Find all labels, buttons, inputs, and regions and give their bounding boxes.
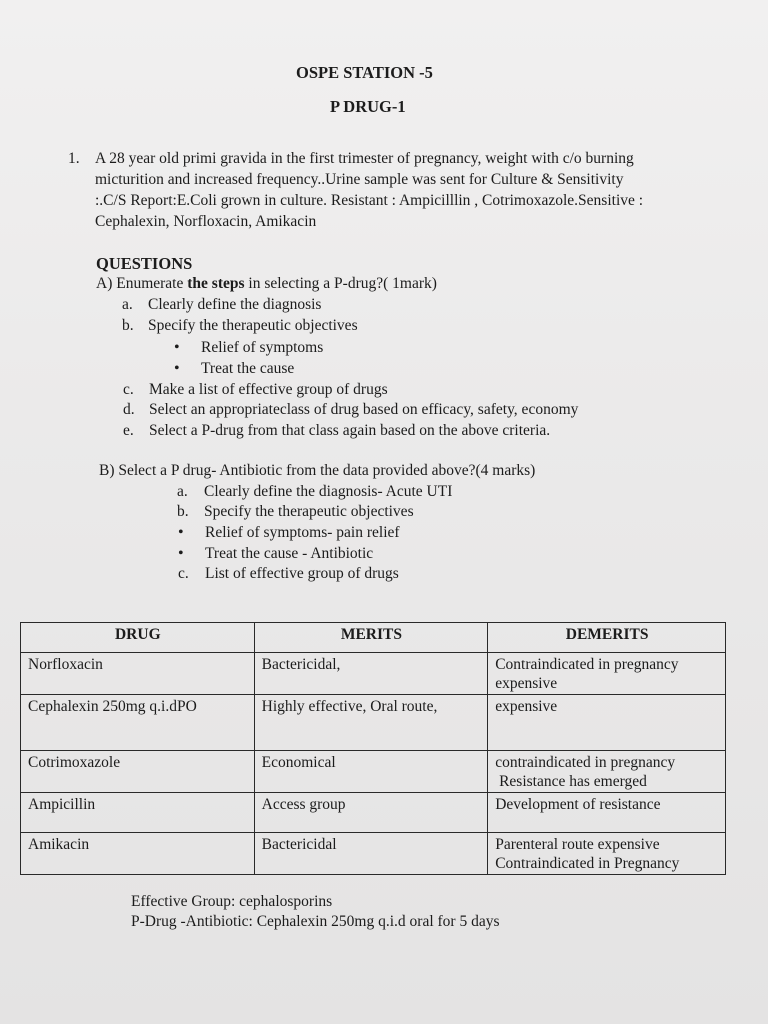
demerits-cell: [488, 793, 726, 833]
list-marker: b.: [122, 317, 134, 334]
table-row: [21, 751, 726, 793]
table-row: [21, 793, 726, 833]
list-marker: a.: [177, 483, 188, 500]
demerits-cell: [488, 751, 726, 793]
demerit-line: Development of resistance: [495, 796, 661, 813]
list-item: List of effective group of drugs: [205, 565, 399, 582]
drug-comparison-table: [20, 622, 726, 875]
drug-cell: Amikacin: [21, 833, 255, 875]
demerit-line: Parenteral route expensive: [495, 836, 660, 853]
bullet-item: • Treat the cause - Antibiotic: [205, 544, 373, 564]
list-item: Specify the therapeutic objectives: [204, 503, 414, 520]
demerit-line: contraindicated in pregnancy: [495, 754, 676, 771]
question-number: 1.: [68, 150, 80, 167]
list-item: Specify the therapeutic objectives: [148, 317, 358, 334]
drug-cell: Ampicillin: [21, 793, 255, 833]
demerit-line: Contraindicated in pregnancy: [495, 656, 679, 673]
questions-heading: QUESTIONS: [96, 254, 193, 273]
merits-cell: Highly effective, Oral route,: [254, 695, 488, 751]
merits-cell: Access group: [254, 793, 488, 833]
drug-cell: Cotrimoxazole: [21, 751, 255, 793]
bullet-item: • Relief of symptoms: [201, 338, 323, 358]
column-header-drug: DRUG: [21, 623, 255, 653]
demerit-line: expensive: [495, 675, 558, 692]
demerit-line: expensive: [495, 698, 558, 715]
case-line: micturition and increased frequency..Urine sample was sent for Culture & Sensitivity: [95, 171, 624, 188]
demerit-line: Contraindicated in Pregnancy: [495, 855, 680, 872]
list-marker: a.: [122, 296, 133, 313]
demerits-cell: [488, 695, 726, 751]
list-marker: c.: [123, 381, 134, 398]
demerit-line: Resistance has emerged: [495, 773, 647, 790]
question-a-bold: the steps: [187, 275, 245, 292]
list-marker: e.: [123, 422, 134, 439]
list-item: Clearly define the diagnosis: [148, 296, 322, 313]
bullet-item: • Treat the cause: [201, 359, 294, 379]
list-item: Make a list of effective group of drugs: [149, 381, 388, 398]
question-a-prefix: A) Enumerate: [96, 275, 188, 292]
demerits-cell: [488, 653, 726, 695]
drug-cell: Cephalexin 250mg q.i.dPO: [21, 695, 255, 751]
list-item: Clearly define the diagnosis- Acute UTI: [204, 483, 453, 500]
p-drug-answer: P-Drug -Antibiotic: Cephalexin 250mg q.i.d oral for 5 days: [131, 913, 500, 930]
effective-group: Effective Group: cephalosporins: [131, 893, 333, 910]
merits-cell: Economical: [254, 751, 488, 793]
list-item: Select an appropriateclass of drug based on efficacy, safety, economy: [149, 401, 579, 418]
column-header-merits: MERITS: [254, 623, 488, 653]
list-marker: c.: [178, 565, 189, 582]
case-line: Cephalexin, Norfloxacin, Amikacin: [95, 213, 317, 230]
bullet-item: • Relief of symptoms- pain relief: [205, 523, 400, 543]
question-b-label: B) Select a P drug- Antibiotic from the data provided above?(4 marks): [99, 462, 536, 479]
merits-cell: Bactericidal,: [254, 653, 488, 695]
table-row: [21, 833, 726, 875]
question-a-label: [96, 274, 437, 294]
question-a-suffix: in selecting a P-drug?( 1mark): [244, 275, 437, 292]
merits-cell: Bactericidal: [254, 833, 488, 875]
list-item: Select a P-drug from that class again based on the above criteria.: [149, 422, 551, 439]
table-header-row: [21, 623, 726, 653]
column-header-demerits: DEMERITS: [488, 623, 726, 653]
subtitle: P DRUG-1: [330, 97, 406, 116]
demerits-cell: [488, 833, 726, 875]
list-marker: b.: [177, 503, 189, 520]
station-title: OSPE STATION -5: [296, 63, 433, 82]
table-row: [21, 695, 726, 751]
table-row: [21, 653, 726, 695]
list-marker: d.: [123, 401, 135, 418]
case-line: :.C/S Report:E.Coli grown in culture. Resistant : Ampicilllin , Cotrimoxazole.Sensitive :: [95, 192, 644, 209]
case-line: A 28 year old primi gravida in the first trimester of pregnancy, weight with c/o burning: [95, 150, 634, 167]
drug-cell: Norfloxacin: [21, 653, 255, 695]
